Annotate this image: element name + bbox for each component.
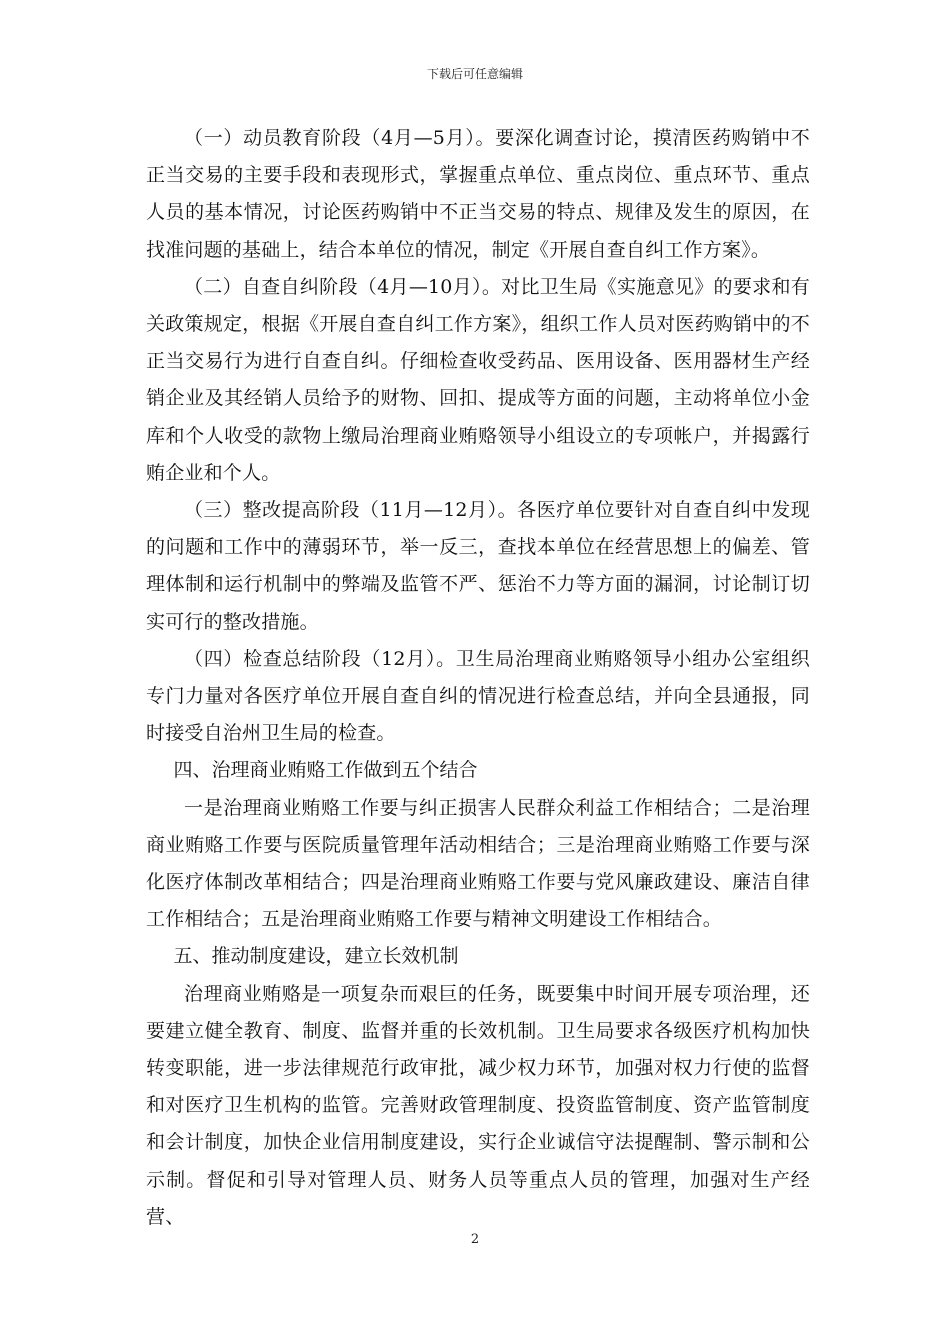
page-number: 2 bbox=[470, 1232, 480, 1247]
paragraph-long-term-mechanism: 治理商业贿赂是一项复杂而艰巨的任务，既要集中时间开展专项治理，还要建立健全教育、制度、监督并重的长效机制。卫生局要求各级医疗机构加快转变职能，进一步法律规范行政审批，减少权力环节，加强对权力行使的监督和对医疗卫生机构的监管。完善财政管理制度、投资监管制度、资产监管制度和会计制度，加快企业信用制度建设，实行企业诚信守法提醒制、警示制和公示制。督促和引导对管理人员、财务人员等重点人员的管理，加强对生产经营、 bbox=[146, 982, 810, 1228]
section-heading-four: 四、治理商业贿赂工作做到五个结合 bbox=[173, 759, 478, 782]
page-header: 下载后可任意编辑 bbox=[426, 67, 523, 81]
section-heading-five: 五、推动制度建设，建立长效机制 bbox=[173, 945, 459, 968]
paragraph-mobilization-stage: （一）动员教育阶段（4月—5月）。要深化调查讨论，摸清医药购销中不正当交易的主要手段和表现形式，掌握重点单位、重点岗位、重点环节、重点人员的基本情况，讨论医药购销中不正当交易的特点、规律及发生的原因，在找准问题的基础上，结合本单位的情况，制定《开展自查自纠工作方案》。 bbox=[146, 127, 810, 261]
paragraph-five-combinations: 一是治理商业贿赂工作要与纠正损害人民群众利益工作相结合；二是治理商业贿赂工作要与医院质量管理年活动相结合；三是治理商业贿赂工作要与深化医疗体制改革相结合；四是治理商业贿赂工作要与党风廉政建设、廉洁自律工作相结合；五是治理商业贿赂工作要与精神文明建设工作相结合。 bbox=[146, 796, 810, 931]
paragraph-summary-stage: （四）检查总结阶段（12月）。卫生局治理商业贿赂领导小组办公室组织专门力量对各医疗单位开展自查自纠的情况进行检查总结，并向全县通报，同时接受自治州卫生局的检查。 bbox=[146, 647, 810, 745]
document-body bbox=[146, 120, 810, 1236]
paragraph-self-inspection-stage: （二）自查自纠阶段（4月—10月）。对比卫生局《实施意见》的要求和有关政策规定，根据《开展自查自纠工作方案》，组织工作人员对医药购销中的不正当交易行为进行自查自纠。仔细检查收受药品、医用设备、医用器材生产经销企业及其经销人员给予的财物、回扣、提成等方面的问题，主动将单位小金库和个人收受的款物上缴局治理商业贿赂领导小组设立的专项帐户，并揭露行贿企业和个人。 bbox=[146, 275, 810, 484]
paragraph-rectification-stage: （三）整改提高阶段（11月—12月）。各医疗单位要针对自查自纠中发现的问题和工作中的薄弱环节，举一反三，查找本单位在经营思想上的偏差、管理体制和运行机制中的弊端及监管不严、惩治不力等方面的漏洞，讨论制订切实可行的整改措施。 bbox=[146, 499, 810, 633]
